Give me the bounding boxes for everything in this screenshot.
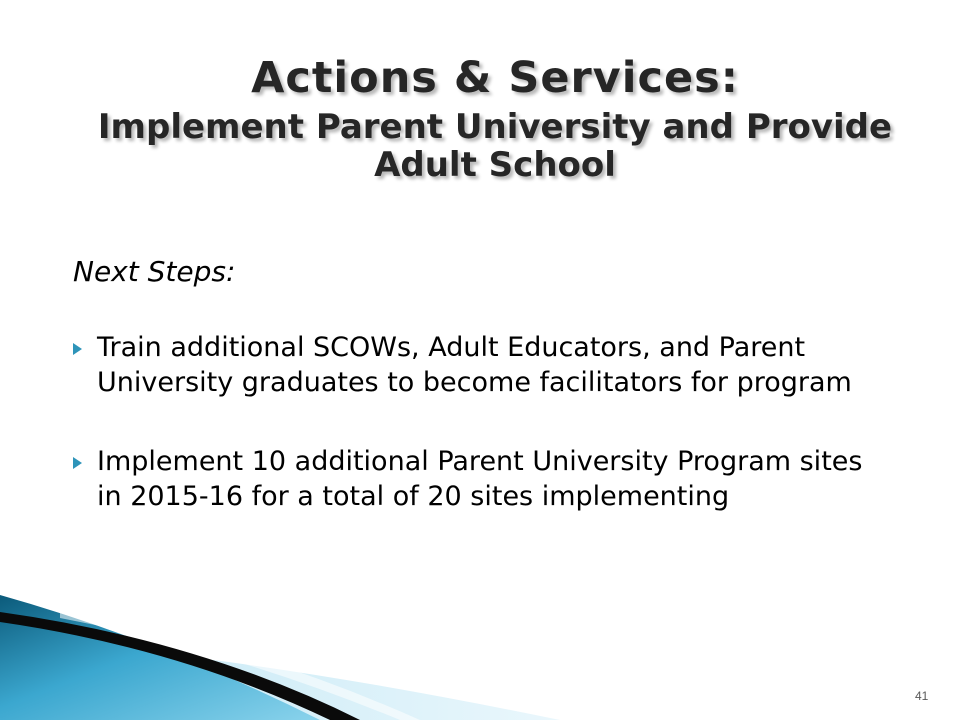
slide-number: 41 <box>915 689 929 703</box>
triangle-bullet-icon <box>73 343 82 355</box>
next-steps-heading: Next Steps: <box>73 255 236 288</box>
bullet-item <box>73 330 893 400</box>
title-main: Actions & Services: <box>251 53 739 103</box>
bullet-text: Implement 10 additional Parent University Program sites in 2015-16 for a total of 20 sites implementing <box>97 446 863 512</box>
slide-title <box>60 48 930 184</box>
triangle-bullet-icon <box>73 457 82 469</box>
wave-teal-shape <box>0 595 320 720</box>
bullet-text: Train additional SCOWs, Adult Educators, and Parent University graduates to become facilitators for program <box>97 332 852 398</box>
bullet-list <box>73 330 893 558</box>
bullet-item <box>73 444 893 514</box>
title-subtitle: Implement Parent University and Provide Adult School <box>97 107 893 185</box>
